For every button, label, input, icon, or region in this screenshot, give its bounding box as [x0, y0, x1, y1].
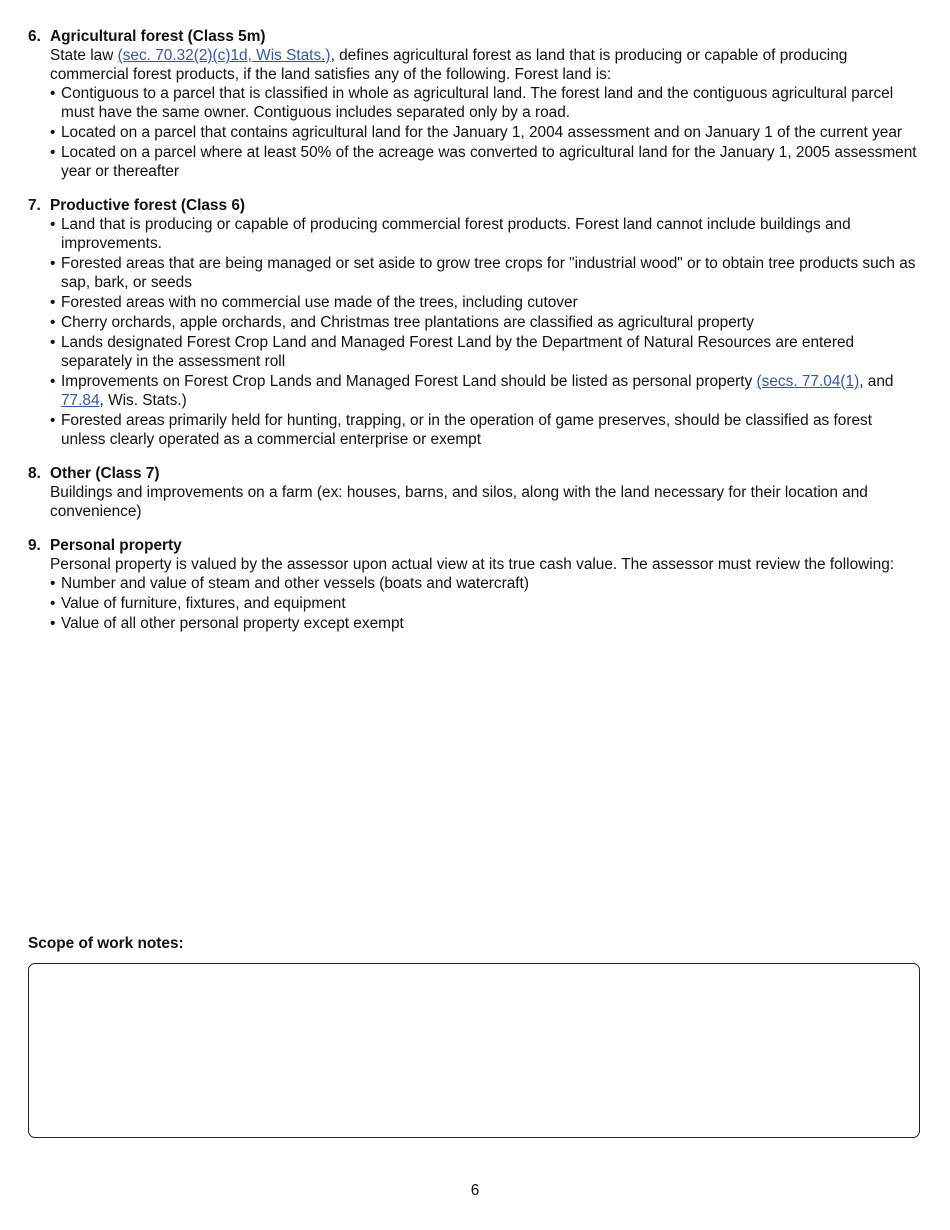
statute-link-77-84[interactable]: 77.84 — [61, 392, 100, 409]
section-title: Productive forest (Class 6) — [50, 197, 246, 214]
intro-suffix: , defines agricultural forest as land that is producing or capable of producing commercial forest products, if the land satisfies any of the following. Forest land is: — [50, 47, 848, 83]
bullet-list — [28, 215, 918, 449]
section-number: 8. — [28, 465, 41, 482]
list-item: • Located on a parcel that contains agricultural land for the January 1, 2004 assessment and on January 1 of the current year — [50, 123, 918, 142]
list-item: • Cherry orchards, apple orchards, and Christmas tree plantations are classified as agricultural property — [50, 313, 918, 332]
scope-notes-label: Scope of work notes: — [28, 935, 184, 952]
section-number: 7. — [28, 197, 41, 214]
list-item: • Land that is producing or capable of producing commercial forest products. Forest land cannot include buildings and improvements. — [50, 215, 918, 253]
section-heading — [28, 27, 918, 46]
section-number: 9. — [28, 537, 41, 554]
section-text: Buildings and improvements on a farm (ex: houses, barns, and silos, along with the land necessary for their location and convenience) — [50, 484, 868, 520]
section-title: Other (Class 7) — [50, 465, 160, 482]
section-personal-property — [28, 536, 918, 633]
statute-link-77-04[interactable]: (secs. 77.04(1) — [756, 373, 860, 390]
section-intro — [28, 46, 918, 84]
list-item: • Number and value of steam and other vessels (boats and watercraft) — [50, 574, 918, 593]
intro-prefix: State law — [50, 47, 118, 64]
list-item: • Contiguous to a parcel that is classified in whole as agricultural land. The forest land and the contiguous agricultural parcel must have the same owner. Contiguous includes separated only by a road. — [50, 84, 918, 122]
section-number: 6. — [28, 28, 41, 45]
list-item: • Forested areas primarily held for hunting, trapping, or in the operation of game preserves, should be classified as forest unless clearly operated as a commercial enterprise or exempt — [50, 411, 918, 449]
item-text: Improvements on Forest Crop Lands and Managed Forest Land should be listed as personal property — [61, 373, 757, 390]
section-productive-forest — [28, 196, 918, 449]
section-heading — [28, 464, 918, 483]
scope-notes-field[interactable] — [28, 963, 920, 1138]
list-item: • Value of all other personal property except exempt — [50, 614, 918, 633]
list-item: • Lands designated Forest Crop Land and Managed Forest Land by the Department of Natural Resources are entered separately in the assessment roll — [50, 333, 918, 371]
list-item: • Value of furniture, fixtures, and equipment — [50, 594, 918, 613]
section-heading — [28, 536, 918, 555]
list-item-improvements — [50, 372, 918, 410]
list-item: • Forested areas with no commercial use made of the trees, including cutover — [50, 293, 918, 312]
item-text: , and — [859, 373, 894, 390]
section-heading — [28, 196, 918, 215]
item-text: , Wis. Stats.) — [99, 392, 187, 409]
section-agricultural-forest — [28, 27, 918, 181]
bullet-list — [28, 84, 918, 181]
page-number: 6 — [470, 1182, 480, 1199]
list-item: • Located on a parcel where at least 50% of the acreage was converted to agricultural land for the January 1, 2005 assessment year or thereafter — [50, 143, 918, 181]
section-other — [28, 464, 918, 521]
section-title: Personal property — [50, 537, 182, 554]
document-body — [28, 27, 918, 648]
section-text: Personal property is valued by the assessor upon actual view at its true cash value. The assessor must review the following: — [50, 556, 895, 573]
section-title: Agricultural forest (Class 5m) — [50, 28, 266, 45]
bullet-list — [28, 574, 918, 633]
list-item: • Forested areas that are being managed or set aside to grow tree crops for "industrial wood" or to obtain tree products such as sap, bark, or seeds — [50, 254, 918, 292]
statute-link-70-32[interactable]: (sec. 70.32(2)(c)1d, Wis Stats.) — [117, 47, 331, 64]
